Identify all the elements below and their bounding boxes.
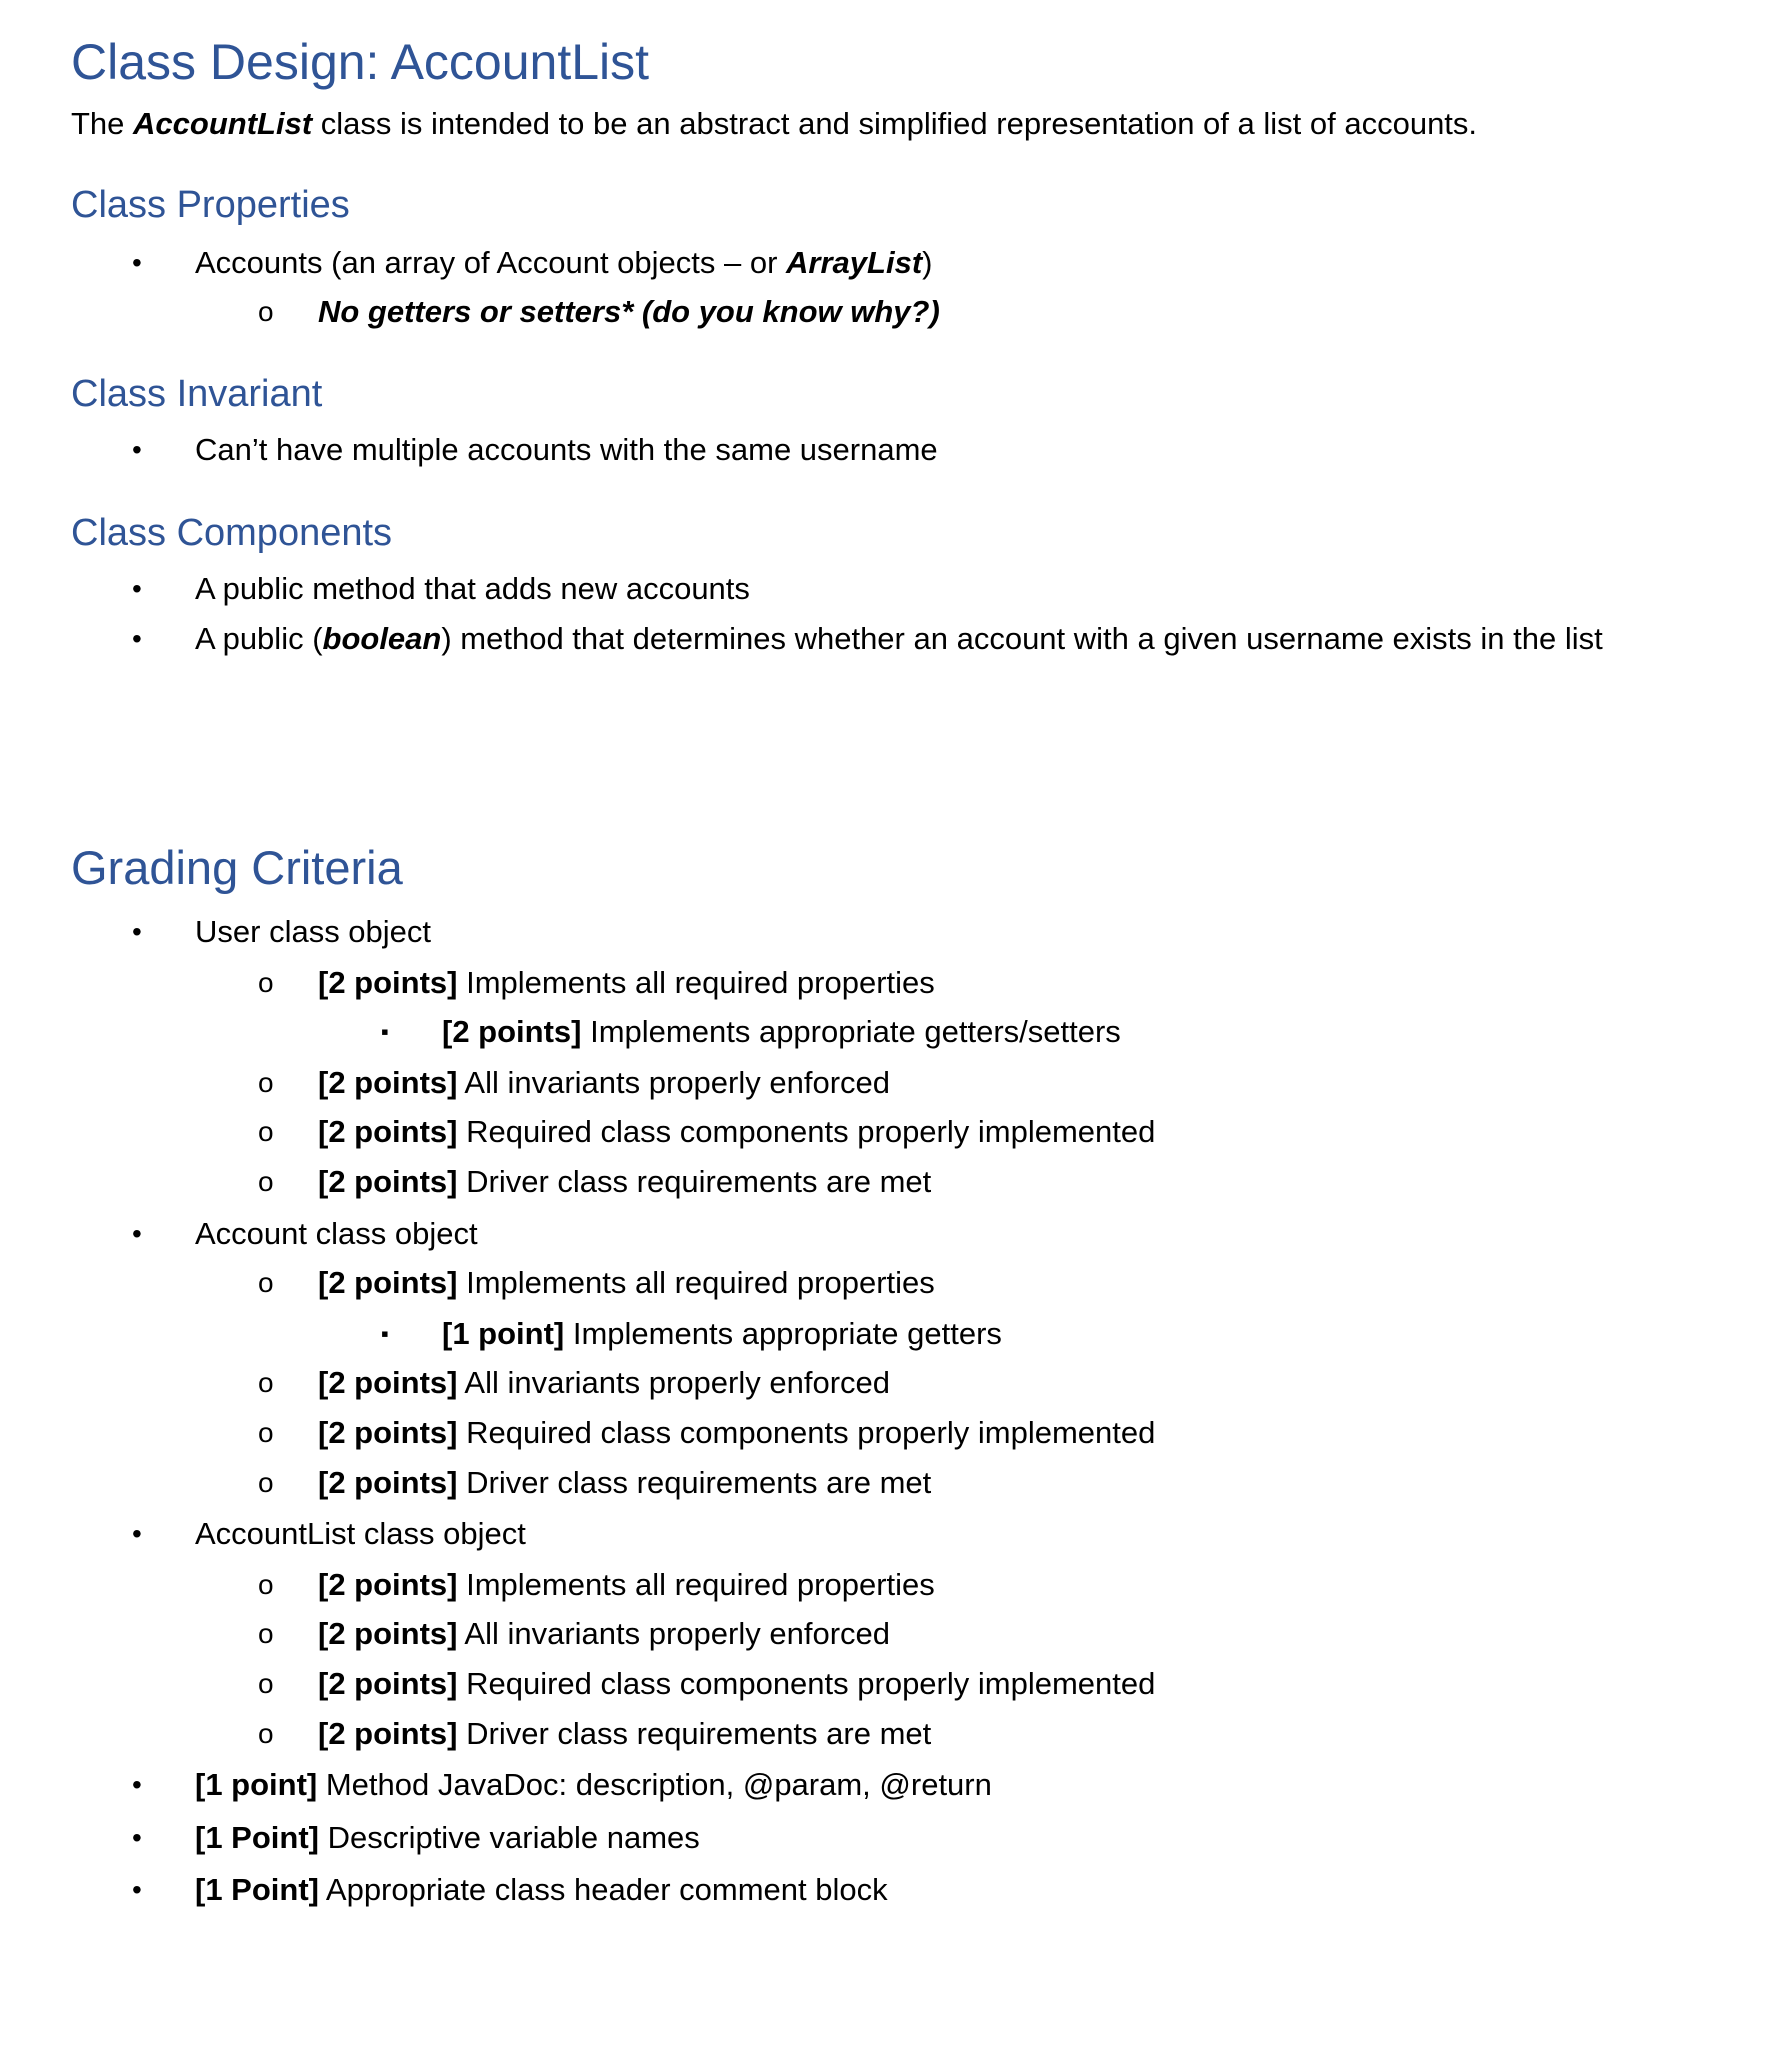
page-title: Class Design: AccountList [71,34,650,90]
criterion-item [0,1612,1767,1656]
intro-paragraph [71,102,1477,146]
points-label: [2 points] [442,1014,582,1049]
properties-heading: Class Properties [71,184,350,226]
criterion-text: Implements all required properties [457,1265,935,1300]
criterion-item [0,1816,1767,1860]
points-label: [2 points] [318,1114,458,1149]
criterion-text: Driver class requirements are met [457,1465,932,1500]
item-text: No getters or setters* (do you know why?) [318,294,940,329]
criterion-text: Method JavaDoc: description, @param, @return [317,1767,992,1802]
list-item [0,241,1767,285]
intro-text-rest: class is intended to be an abstract and simplified representation of a list of accounts. [312,106,1478,141]
circle-bullet-icon: o [258,1618,274,1649]
components-heading: Class Components [71,512,393,554]
criterion-text: Implements appropriate getters [564,1316,1002,1351]
circle-bullet-icon: o [258,1067,274,1098]
list-item [0,567,1767,611]
bullet-icon: • [132,916,142,947]
points-label: [1 Point] [195,1820,319,1855]
criterion-text: Implements appropriate getters/setters [581,1014,1121,1049]
criterion-item [0,1662,1767,1706]
item-text: A public method that adds new accounts [195,571,750,606]
bullet-icon: • [132,434,142,465]
criterion-item [0,1712,1767,1756]
bullet-icon: • [132,1769,142,1800]
item-emphasis: boolean [322,621,442,656]
points-label: [1 point] [442,1316,565,1351]
item-emphasis: ArrayList [786,245,923,280]
circle-bullet-icon: o [258,1668,274,1699]
circle-bullet-icon: o [258,1718,274,1749]
criterion-text: Required class components properly implemented [457,1114,1156,1149]
points-label: [2 points] [318,1716,458,1751]
circle-bullet-icon: o [258,967,274,998]
bullet-icon: • [132,247,142,278]
square-bullet-icon: ▪ [381,1321,389,1346]
item-text: Can’t have multiple accounts with the same username [195,432,938,467]
criterion-text: Driver class requirements are met [457,1164,932,1199]
criterion-text: Driver class requirements are met [457,1716,932,1751]
criterion-item [0,961,1767,1005]
points-label: [2 points] [318,1465,458,1500]
circle-bullet-icon: o [258,1417,274,1448]
circle-bullet-icon: o [258,1367,274,1398]
criterion-item [0,1110,1767,1154]
bullet-icon: • [132,1218,142,1249]
bullet-icon: • [132,1874,142,1905]
points-label: [2 points] [318,1567,458,1602]
criterion-item [0,1868,1767,1912]
bullet-icon: • [132,623,142,654]
item-text: A public ( [195,621,323,656]
criterion-item [0,1763,1767,1807]
criterion-item [0,1010,1767,1054]
points-label: [2 points] [318,1666,458,1701]
bullet-icon: • [132,1822,142,1853]
grading-heading: Grading Criteria [71,841,403,894]
points-label: [2 points] [318,965,458,1000]
criterion-text: Appropriate class header comment block [319,1872,888,1907]
group-label: Account class object [195,1216,478,1251]
criterion-item [0,1461,1767,1505]
points-label: [1 Point] [195,1872,319,1907]
points-label: [2 points] [318,1415,458,1450]
points-label: [2 points] [318,1265,458,1300]
criterion-text: All invariants properly enforced [457,1365,891,1400]
criterion-text: Implements all required properties [457,965,935,1000]
bullet-icon: • [132,573,142,604]
criterion-text: All invariants properly enforced [457,1616,891,1651]
criterion-item [0,1160,1767,1204]
circle-bullet-icon: o [258,1116,274,1147]
criterion-text: Required class components properly implemented [457,1666,1156,1701]
points-label: [1 point] [195,1767,318,1802]
criterion-item [0,1411,1767,1455]
points-label: [2 points] [318,1616,458,1651]
criterion-text: All invariants properly enforced [457,1065,891,1100]
list-item [0,910,1767,954]
points-label: [2 points] [318,1065,458,1100]
list-item [0,1512,1767,1556]
criterion-text: Required class components properly implemented [457,1415,1156,1450]
list-item [0,428,1767,472]
criterion-text: Implements all required properties [457,1567,935,1602]
item-text-rest: ) method that determines whether an account with a given username exists in the list [441,621,1603,656]
group-label: User class object [195,914,432,949]
criterion-item [0,1563,1767,1607]
criterion-text: Descriptive variable names [319,1820,700,1855]
circle-bullet-icon: o [258,1267,274,1298]
points-label: [2 points] [318,1365,458,1400]
criterion-item [0,1312,1767,1356]
circle-bullet-icon: o [258,1166,274,1197]
circle-bullet-icon: o [258,1569,274,1600]
square-bullet-icon: ▪ [381,1019,389,1044]
intro-text: The [71,106,134,141]
criterion-item [0,1361,1767,1405]
circle-bullet-icon: o [258,1467,274,1498]
criterion-item [0,1261,1767,1305]
intro-emphasis: AccountList [133,106,313,141]
criterion-item [0,1061,1767,1105]
list-item [0,290,1767,334]
bullet-icon: • [132,1518,142,1549]
item-text-rest: ) [922,245,933,280]
group-label: AccountList class object [195,1516,526,1551]
points-label: [2 points] [318,1164,458,1199]
circle-bullet-icon: o [258,296,274,327]
list-item [0,1212,1767,1256]
invariant-heading: Class Invariant [71,373,323,415]
item-text: Accounts (an array of Account objects – or [195,245,787,280]
